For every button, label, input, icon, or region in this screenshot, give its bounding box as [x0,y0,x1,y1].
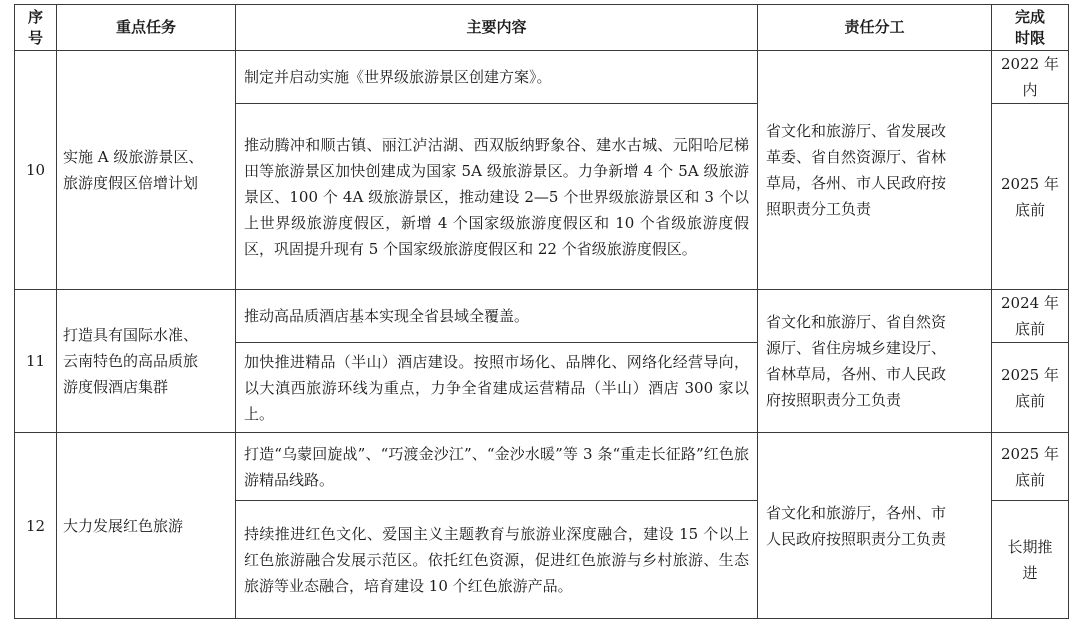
header-deadline: 完成 时限 [992,5,1069,51]
header-content: 主要内容 [236,5,758,51]
content-cell: 制定并启动实施《世界级旅游景区创建方案》。 [236,51,758,104]
task-cell: 打造具有国际水准、 云南特色的高品质旅 游度假酒店集群 [57,290,236,433]
task-cell: 实施 A 级旅游景区、 旅游度假区倍增计划 [57,51,236,290]
deadline-cell: 长期推 进 [992,501,1069,619]
header-row [15,5,1069,51]
header-responsibility: 责任分工 [758,5,992,51]
row-number: 10 [15,51,57,290]
content-cell: 推动腾冲和顺古镇、丽江泸沽湖、西双版纳野象谷、建水古城、元阳哈尼梯田等旅游景区加快创建成为国家 5A 级旅游景区。力争新增 4 个 5A 级旅游景区、100 个 4A 级旅游景区，推动建设 2—5 个世界级旅游景区和 3 个以上世界级旅游度假区，新增 4 个国家级旅游度假区和 10 个省级旅游度假区，巩固提升现有 5 个国家级旅游度假区和 22 个省级旅游度假区。 [236,104,758,290]
header-no: 序 号 [15,5,57,51]
table-row [15,433,1069,501]
deadline-cell: 2022 年 内 [992,51,1069,104]
responsibility-cell: 省文化和旅游厅、省发展改 革委、省自然资源厅、省林 草局，各州、市人民政府按 照职责分工负责 [758,51,992,290]
deadline-cell: 2025 年 底前 [992,433,1069,501]
header-task: 重点任务 [57,5,236,51]
task-table [14,4,1069,619]
deadline-cell: 2024 年 底前 [992,290,1069,343]
table-row [15,51,1069,104]
content-cell: 加快推进精品（半山）酒店建设。按照市场化、品牌化、网络化经营导向，以大滇西旅游环线为重点，力争全省建成运营精品（半山）酒店 300 家以上。 [236,343,758,433]
responsibility-cell: 省文化和旅游厅、省自然资 源厅、省住房城乡建设厅、 省林草局，各州、市人民政 府按照职责分工负责 [758,290,992,433]
table-row [15,290,1069,343]
task-cell: 大力发展红色旅游 [57,433,236,619]
responsibility-cell: 省文化和旅游厅，各州、市 人民政府按照职责分工负责 [758,433,992,619]
row-number: 12 [15,433,57,619]
content-cell: 持续推进红色文化、爱国主义主题教育与旅游业深度融合，建设 15 个以上红色旅游融合发展示范区。依托红色资源，促进红色旅游与乡村旅游、生态旅游等业态融合，培育建设 10 个红色旅游产品。 [236,501,758,619]
content-cell: 打造“乌蒙回旋战”、“巧渡金沙江”、“金沙水暖”等 3 条“重走长征路”红色旅游精品线路。 [236,433,758,501]
content-cell: 推动高品质酒店基本实现全省县域全覆盖。 [236,290,758,343]
row-number: 11 [15,290,57,433]
deadline-cell: 2025 年 底前 [992,104,1069,290]
deadline-cell: 2025 年 底前 [992,343,1069,433]
